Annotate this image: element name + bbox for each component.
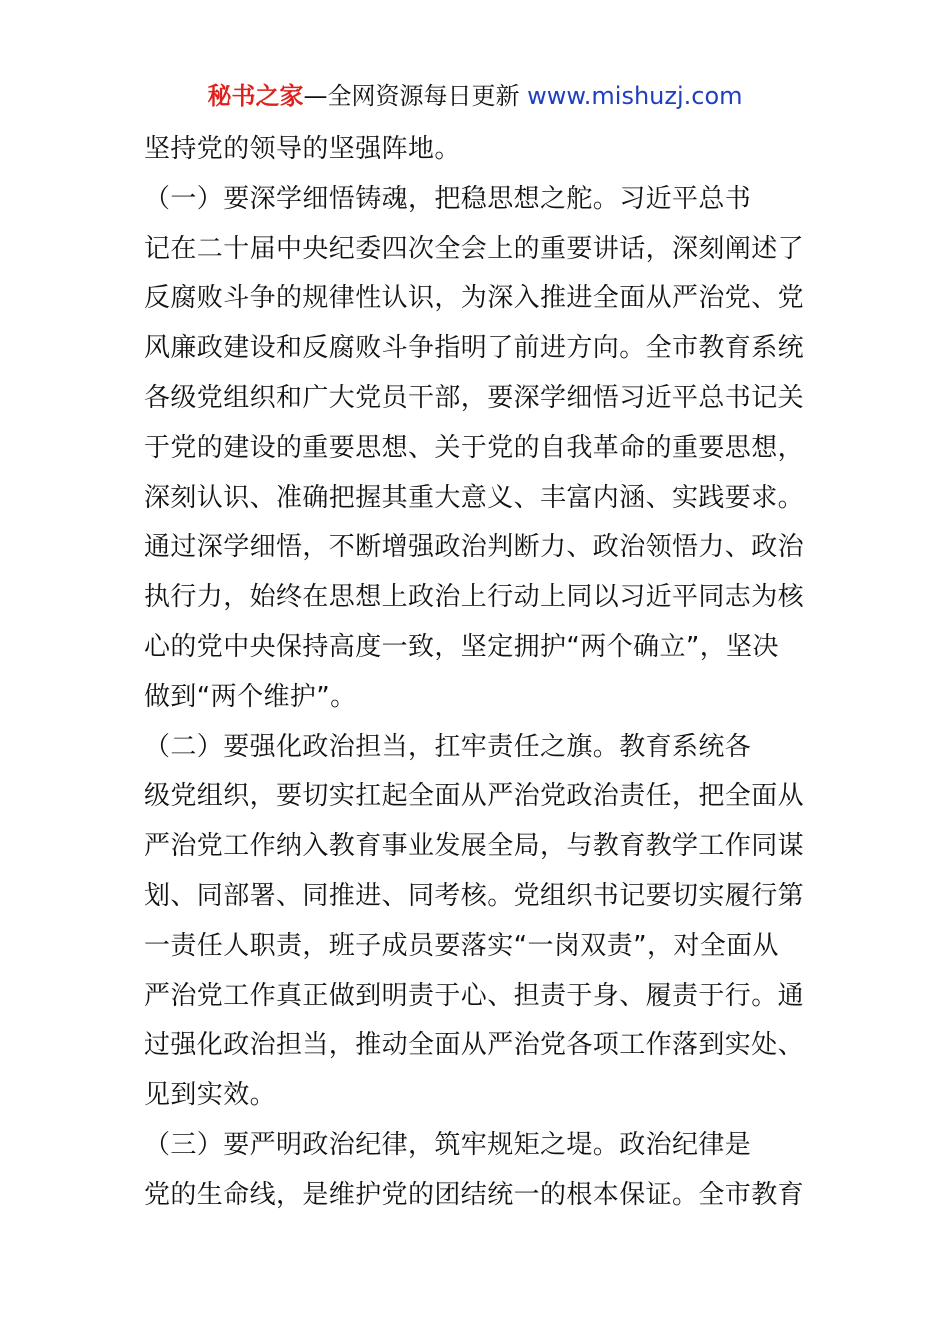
site-url-link[interactable]: www.mishuzj.com xyxy=(527,82,743,110)
text-line: 反腐败斗争的规律性认识，为深入推进全面从严治党、党 xyxy=(144,283,805,314)
text-line: 划、同部署、同推进、同考核。党组织书记要切实履行第 xyxy=(144,880,805,911)
text-line: 坚持党的领导的坚强阵地。 xyxy=(144,134,461,164)
text-line: （三）要严明政治纪律，筑牢规矩之堤。政治纪律是 xyxy=(144,1129,752,1160)
text-line: 严治党工作真正做到明责于心、担责于身、履责于行。通 xyxy=(144,980,805,1011)
text-line: 做到“两个维护”。 xyxy=(144,681,357,712)
text-line: 一责任人职责，班子成员要落实“一岗双责”，对全面从 xyxy=(144,930,779,961)
text-line: 心的党中央保持高度一致，坚定拥护“两个确立”，坚决 xyxy=(144,631,779,662)
text-line: 见到实效。 xyxy=(144,1080,277,1111)
text-line: 风廉政建设和反腐败斗争指明了前进方向。全市教育系统 xyxy=(144,333,805,364)
text-line: 严治党工作纳入教育事业发展全局，与教育教学工作同谋 xyxy=(144,831,805,862)
site-header xyxy=(0,78,950,114)
text-line: 各级党组织和广大党员干部，要深学细悟习近平总书记关 xyxy=(144,382,805,413)
document-body xyxy=(144,125,808,1221)
text-line: 党的生命线，是维护党的团结统一的根本保证。全市教育 xyxy=(144,1179,805,1210)
text-line: （一）要深学细悟铸魂，把稳思想之舵。习近平总书 xyxy=(144,183,752,214)
text-line: 级党组织，要切实扛起全面从严治党政治责任，把全面从 xyxy=(144,781,805,812)
brand-name: 秘书之家 xyxy=(207,82,304,110)
text-line: 深刻认识、准确把握其重大意义、丰富内涵、实践要求。 xyxy=(144,482,805,513)
text-line: 执行力，始终在思想上政治上行动上同以习近平同志为核 xyxy=(144,582,805,613)
text-line: 过强化政治担当，推动全面从严治党各项工作落到实处、 xyxy=(144,1030,805,1061)
text-line: （二）要强化政治担当，扛牢责任之旗。教育系统各 xyxy=(144,731,752,762)
header-tagline: —全网资源每日更新 xyxy=(303,82,520,110)
text-line: 记在二十届中央纪委四次全会上的重要讲话，深刻阐述了 xyxy=(144,233,805,264)
text-line: 于党的建设的重要思想、关于党的自我革命的重要思想， xyxy=(144,432,805,463)
text-line: 通过深学细悟，不断增强政治判断力、政治领悟力、政治 xyxy=(144,532,805,563)
